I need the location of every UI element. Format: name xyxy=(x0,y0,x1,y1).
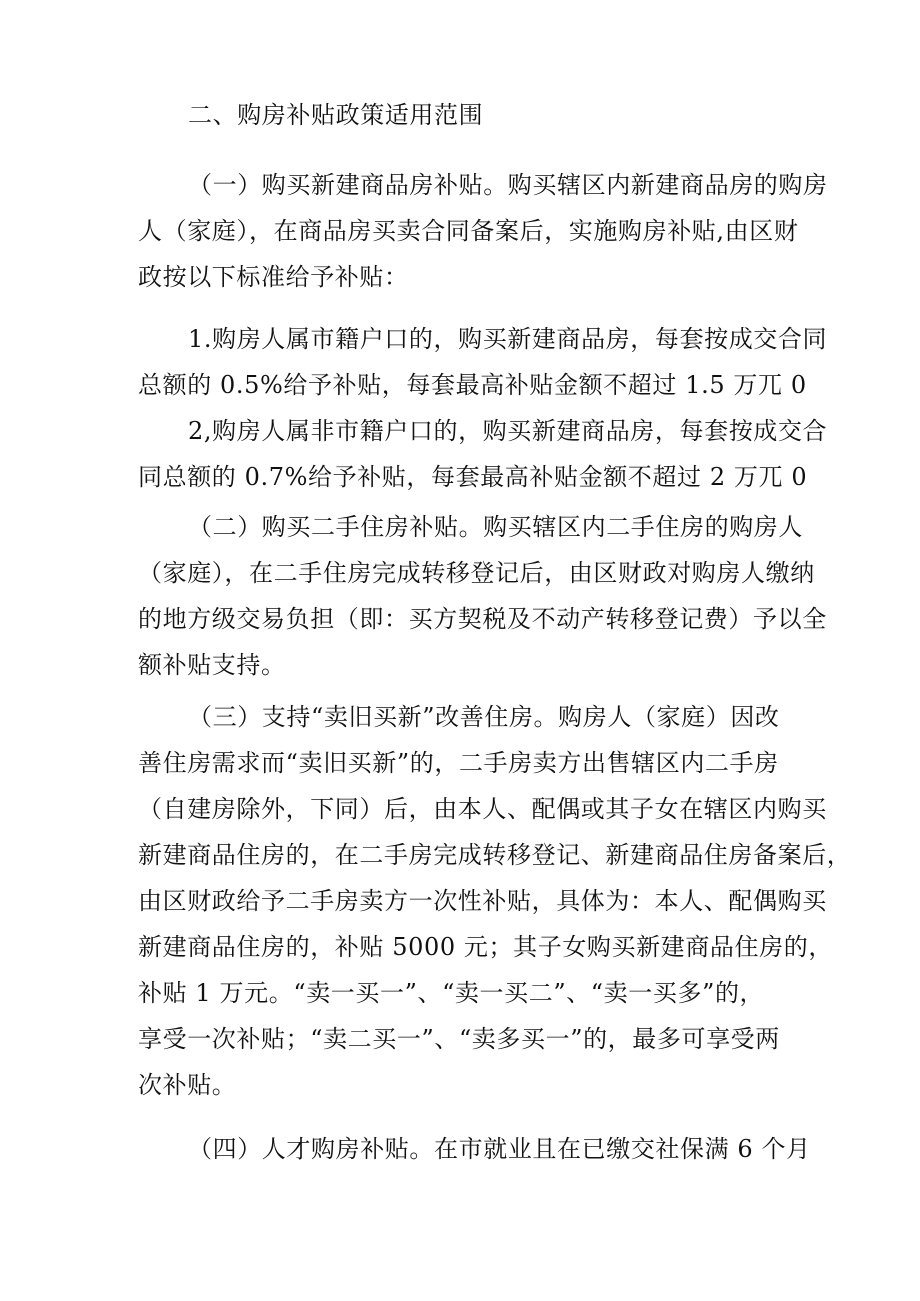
text-line-3: 政按以下标准给予补贴： xyxy=(138,263,409,291)
text-line-4: 1.购房人属市籍户口的，购买新建商品房，每套按成交合同 xyxy=(188,325,828,353)
text-line-15: 新建商品住房的，在二手房完成转移登记、新建商品住房备案后， xyxy=(138,841,852,869)
text-line-5: 总额的 0.5%给予补贴，每套最高补贴金额不超过 1.5 万兀 0 xyxy=(138,371,807,399)
text-line-11: 额补贴支持。 xyxy=(138,651,286,679)
text-line-10: 的地方级交易负担（即：买方契税及不动产转移登记费）予以全 xyxy=(138,605,827,633)
text-line-9: （家庭），在二手住房完成转移登记后，由区财政对购房人缴纳 xyxy=(138,559,815,587)
text-line-2: 人（家庭），在商品房买卖合同备案后，实施购房补贴,由区财 xyxy=(138,217,799,245)
text-line-13: 善住房需求而“卖旧买新”的，二手房卖方出售辖区内二手房 xyxy=(138,749,779,777)
text-line-12: （三）支持“卖旧买新”改善住房。购房人（家庭）因改 xyxy=(188,703,780,731)
text-line-1: （一）购买新建商品房补贴。购买辖区内新建商品房的购房 xyxy=(188,171,828,199)
text-line-21: （四）人才购房补贴。在市就业且在已缴交社保满 6 个月 xyxy=(188,1135,811,1163)
text-line-7: 同总额的 0.7%给予补贴，每套最高补贴金额不超过 2 万兀 0 xyxy=(138,463,808,491)
text-line-17: 新建商品住房的，补贴 5000 元；其子女购买新建商品住房的， xyxy=(138,933,833,961)
text-line-8: （二）购买二手住房补贴。购买辖区内二手住房的购房人 xyxy=(188,513,803,541)
text-line-14: （自建房除外，下同）后，由本人、配偶或其子女在辖区内购买 xyxy=(138,795,827,823)
text-line-16: 由区财政给予二手房卖方一次性补贴，具体为：本人、配偶购买 xyxy=(138,887,827,915)
text-line-6: 2,购房人属非市籍户口的，购买新建商品房，每套按成交合 xyxy=(188,417,828,445)
text-line-20: 次补贴。 xyxy=(138,1071,237,1099)
section-heading: 二、购房补贴政策适用范围 xyxy=(188,101,484,129)
text-line-18: 补贴 1 万元。“卖一买一”、“卖一买二”、“卖一买多”的， xyxy=(138,979,765,1007)
text-line-19: 享受一次补贴；“卖二买一”、“卖多买一”的，最多可享受两 xyxy=(138,1025,780,1053)
